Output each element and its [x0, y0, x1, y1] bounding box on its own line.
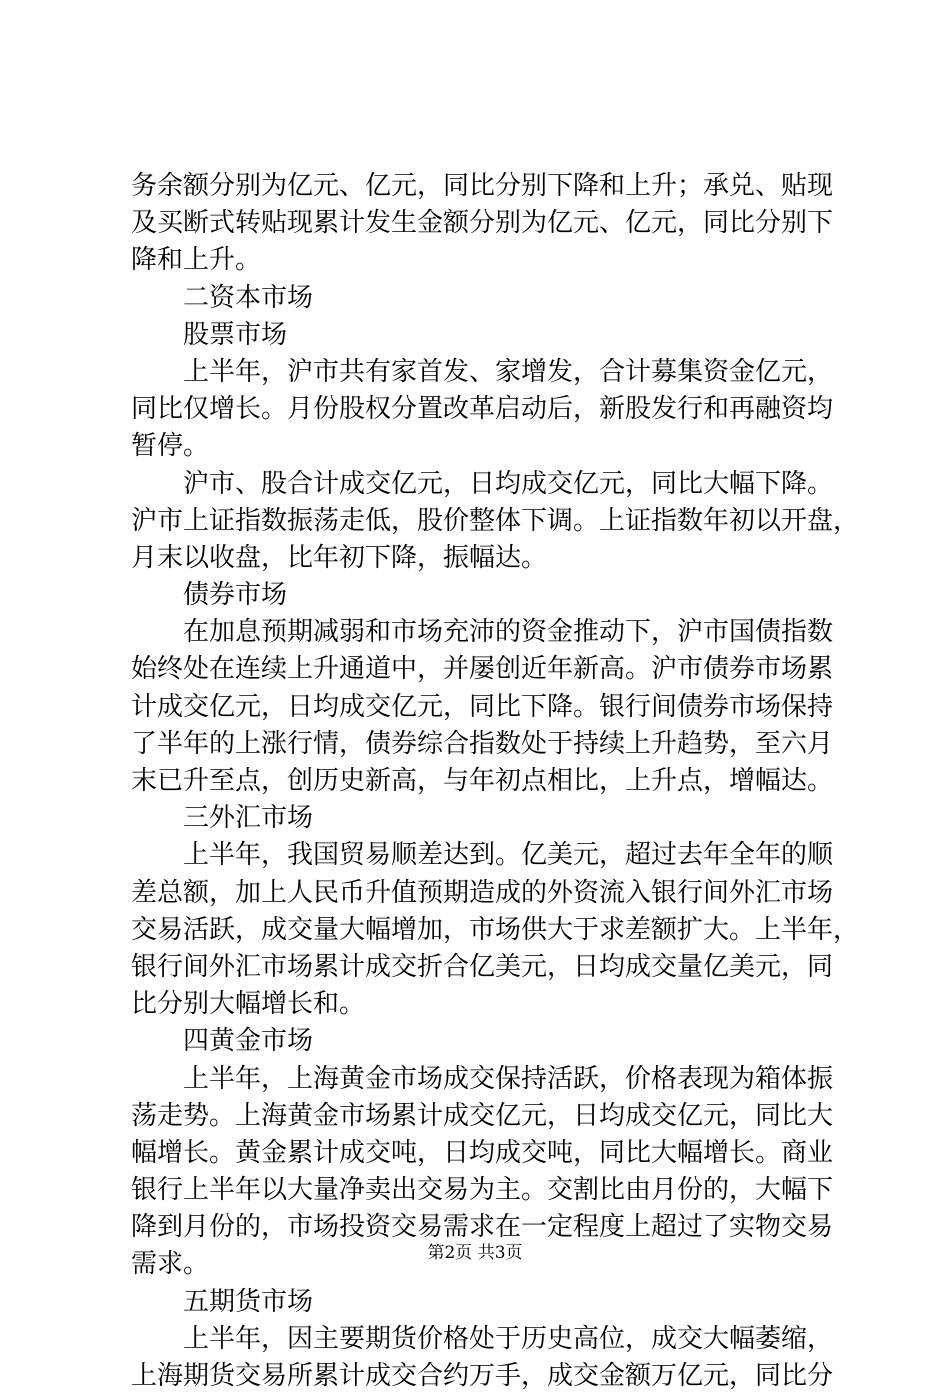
section-heading: 三外汇市场 [183, 803, 314, 834]
text-line: 了半年的上涨行情，债券综合指数处于持续上升趋势，至六月 [131, 728, 834, 759]
text-line: 务余额分别为亿元、亿元，同比分别下降和上升；承兑、贴现 [131, 171, 834, 201]
text-line: 降到月份的，市场投资交易需求在一定程度上超过了实物交易 [131, 1212, 834, 1243]
text-line: 差总额，加上人民币升值预期造成的外资流入银行间外汇市场 [131, 877, 834, 908]
text-line: 银行上半年以大量净卖出交易为主。交割比由月份的，大幅下 [131, 1175, 834, 1206]
text-line: 暂停。 [131, 431, 210, 462]
document-body [131, 168, 860, 1395]
text-line: 银行间外汇市场累计成交折合亿美元，日均成交量亿美元，同 [131, 951, 834, 982]
text-line: 上海期货交易所累计成交合约万手，成交金额万亿元，同比分 [131, 1361, 834, 1391]
page-number-footer: 第2页 共3页 [427, 1243, 523, 1263]
text-line: 荡走势。上海黄金市场累计成交亿元，日均成交亿元，同比大 [131, 1100, 834, 1131]
text-line: 上半年，上海黄金市场成交保持活跃，价格表现为箱体振 [183, 1063, 834, 1094]
text-line: 同比仅增长。月份股权分置改革启动后，新股发行和再融资均 [131, 394, 834, 425]
text-line: 在加息预期减弱和市场充沛的资金推动下，沪市国债指数 [183, 617, 834, 648]
text-line: 上半年，因主要期货价格处于历史高位，成交大幅萎缩， [183, 1323, 834, 1354]
subsection-heading: 股票市场 [183, 319, 288, 350]
text-line: 交易活跃，成交量大幅增加，市场供大于求差额扩大。上半年， [131, 914, 860, 945]
text-line: 沪市上证指数振荡走低，股价整体下调。上证指数年初以开盘， [131, 505, 860, 536]
text-line: 需求。 [131, 1249, 210, 1280]
text-line: 幅增长。黄金累计成交吨，日均成交吨，同比大幅增长。商业 [131, 1137, 834, 1168]
text-line: 计成交亿元，日均成交亿元，同比下降。银行间债券市场保持 [131, 691, 834, 722]
text-line: 月末以收盘，比年初下降，振幅达。 [131, 542, 548, 573]
subsection-heading: 债券市场 [183, 580, 288, 611]
text-line: 上半年，沪市共有家首发、家增发，合计募集资金亿元， [183, 356, 834, 387]
text-line: 及买断式转贴现累计发生金额分别为亿元、亿元，同比分别下 [131, 208, 834, 239]
section-heading: 二资本市场 [183, 282, 314, 313]
text-line: 比分别大幅增长和。 [131, 989, 366, 1020]
text-line: 始终处在连续上升通道中，并屡创近年新高。沪市债券市场累 [131, 654, 834, 685]
text-line: 降和上升。 [131, 245, 262, 276]
section-heading: 四黄金市场 [183, 1026, 314, 1057]
text-line: 末已升至点，创历史新高，与年初点相比，上升点，增幅达。 [131, 766, 834, 796]
section-heading: 五期货市场 [183, 1286, 314, 1317]
text-line: 沪市、股合计成交亿元，日均成交亿元，同比大幅下降。 [183, 468, 834, 499]
text-line: 上半年，我国贸易顺差达到。亿美元，超过去年全年的顺 [183, 840, 834, 871]
